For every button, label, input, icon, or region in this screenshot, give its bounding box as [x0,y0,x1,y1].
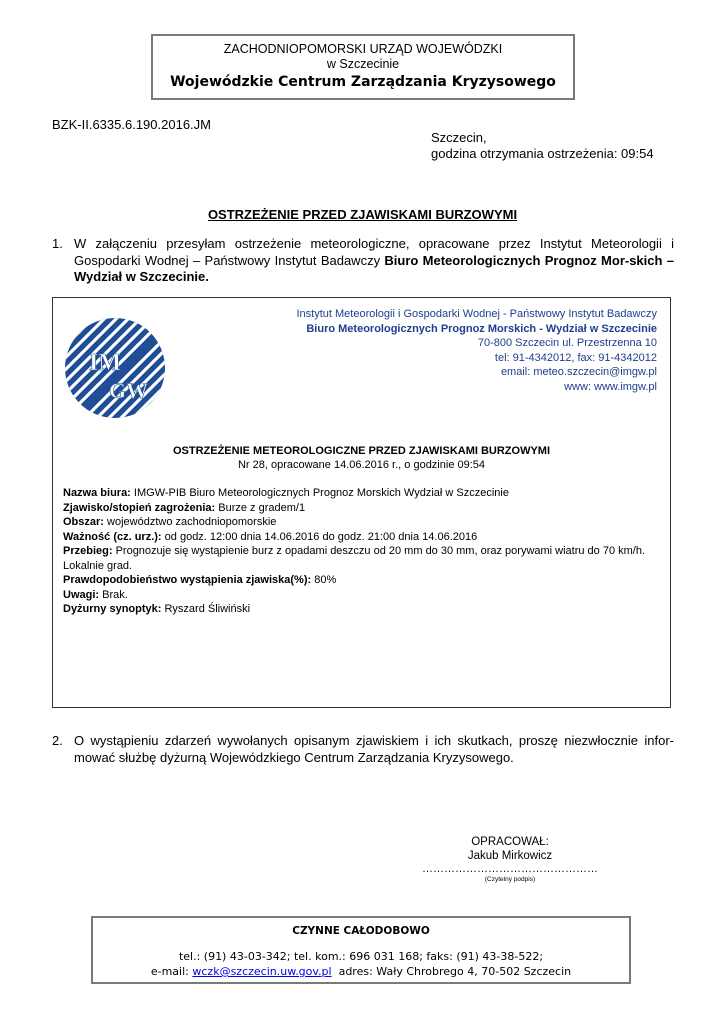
paragraph-bold: Biuro Meteorologicznych Prognoz Mor-skich – Wydział w Szczecinie. [74,252,674,284]
imgw-logo-icon [63,316,167,420]
field-validity: Ważność (cz. urz.): od godz. 12:00 dnia 14.06.2016 do godz. 21:00 dnia 14.06.2016 [63,530,478,543]
institute-phone: tel: 91-4342012, fax: 91-4342012 [494,351,657,364]
document-title: OSTRZEŻENIE PRZED ZJAWISKAMI BURZOWYMI [207,207,518,222]
bureau-name: Biuro Meteorologicznych Prognoz Morskich - Wydział w Szczecinie [306,322,657,335]
institute-email: email: meteo.szczecin@imgw.pl [500,366,657,379]
field-area: Obszar: województwo zachodniopomorskie [63,516,277,528]
office-name: ZACHODNIOPOMORSKI URZĄD WOJEWÓDZKI [223,42,503,56]
footer-address: adres: Wały Chrobrego 4, 70-502 Szczecin [331,965,572,978]
field-probability: Prawdopodobieństwo wystąpienia zjawiska(%): 80% [63,574,337,586]
center-name: Wojewódzkie Centrum Zarządzania Kryzysowego [170,74,556,90]
warning-subtitle: Nr 28, opracowane 14.06.2016 r., o godzinie 09:54 [237,459,486,471]
paragraph-text [74,236,674,286]
signature-label: OPRACOWAŁ: [471,836,549,848]
institute-address: 70-800 Szczecin ul. Przestrzenna 10 [477,337,657,350]
place-block [431,130,654,162]
field-course: Przebieg: Prognozuje się wystąpienie burz z opadami deszczu od 20 mm do 30 mm, oraz porywami wiatru do 70 km/h. Lokalnie grad. [63,545,646,572]
signature-note: (Czytelny podpis) [484,876,536,883]
paragraph-2 [52,733,674,766]
footer-phones: tel.: (91) 43-03-342; tel. kom.: 696 031 168; faks: (91) 43-38-522; [178,950,544,963]
footer-email-link[interactable]: wczk@szczecin.uw.gov.pl [192,965,332,978]
signature-block [420,835,600,884]
attachment-box [52,297,671,708]
svg-text:IM: IM [89,350,121,376]
footer-contact: e-mail: wczk@szczecin.uw.gov.pl adres: Wały Chrobrego 4, 70-502 Szczecin [150,965,572,978]
field-forecaster: Dyżurny synoptyk: Ryszard Śliwiński [63,603,251,615]
svg-text:GW: GW [109,378,149,403]
warning-details [63,486,660,617]
footer-box [91,916,631,984]
footer-title: CZYNNE CAŁODOBOWO [292,925,430,937]
signature-line: ………………………………………… [422,863,598,875]
paragraph-number: 1. [52,236,63,251]
field-phenomenon: Zjawisko/stopień zagrożenia: Burze z gradem/1 [63,501,306,514]
institute-name: Instytut Meteorologii i Gospodarki Wodnej - Państwowy Instytut Badawczy [296,308,657,320]
paragraph-1 [52,236,674,286]
field-remarks: Uwagi: Brak. [63,588,128,601]
institute-www: www: www.imgw.pl [564,380,657,393]
institute-block [296,307,657,395]
city: Szczecin, [431,130,487,145]
office-city: w Szczecinie [326,57,400,71]
paragraph-body: W załączeniu przesyłam ostrzeżenie meteorologiczne, opracowane przez Instytut Meteorologii i Gospodarki Wodnej – Państwowy Instytut Badawczy [74,236,674,268]
received-time: godzina otrzymania ostrzeżenia: 09:54 [431,146,654,161]
paragraph-text: O wystąpieniu zdarzeń wywołanych opisanym zjawiskiem i ich skutkach, proszę niezwłocznie infor-mować służbę dyżurną Wojewódzkiego Centrum Zarządzania Kryzysowego. [74,733,674,765]
signature-name: Jakub Mirkowicz [467,850,553,862]
header-box [151,34,575,100]
warning-title: OSTRZEŻENIE METEOROLOGICZNE PRZED ZJAWISKAMI BURZOWYMI [172,445,551,457]
field-office: Nazwa biura: IMGW-PIB Biuro Meteorologicznych Prognoz Morskich Wydział w Szczecinie [63,487,509,499]
paragraph-number: 2. [52,733,63,748]
reference-number: BZK-II.6335.6.190.2016.JM [52,117,211,132]
